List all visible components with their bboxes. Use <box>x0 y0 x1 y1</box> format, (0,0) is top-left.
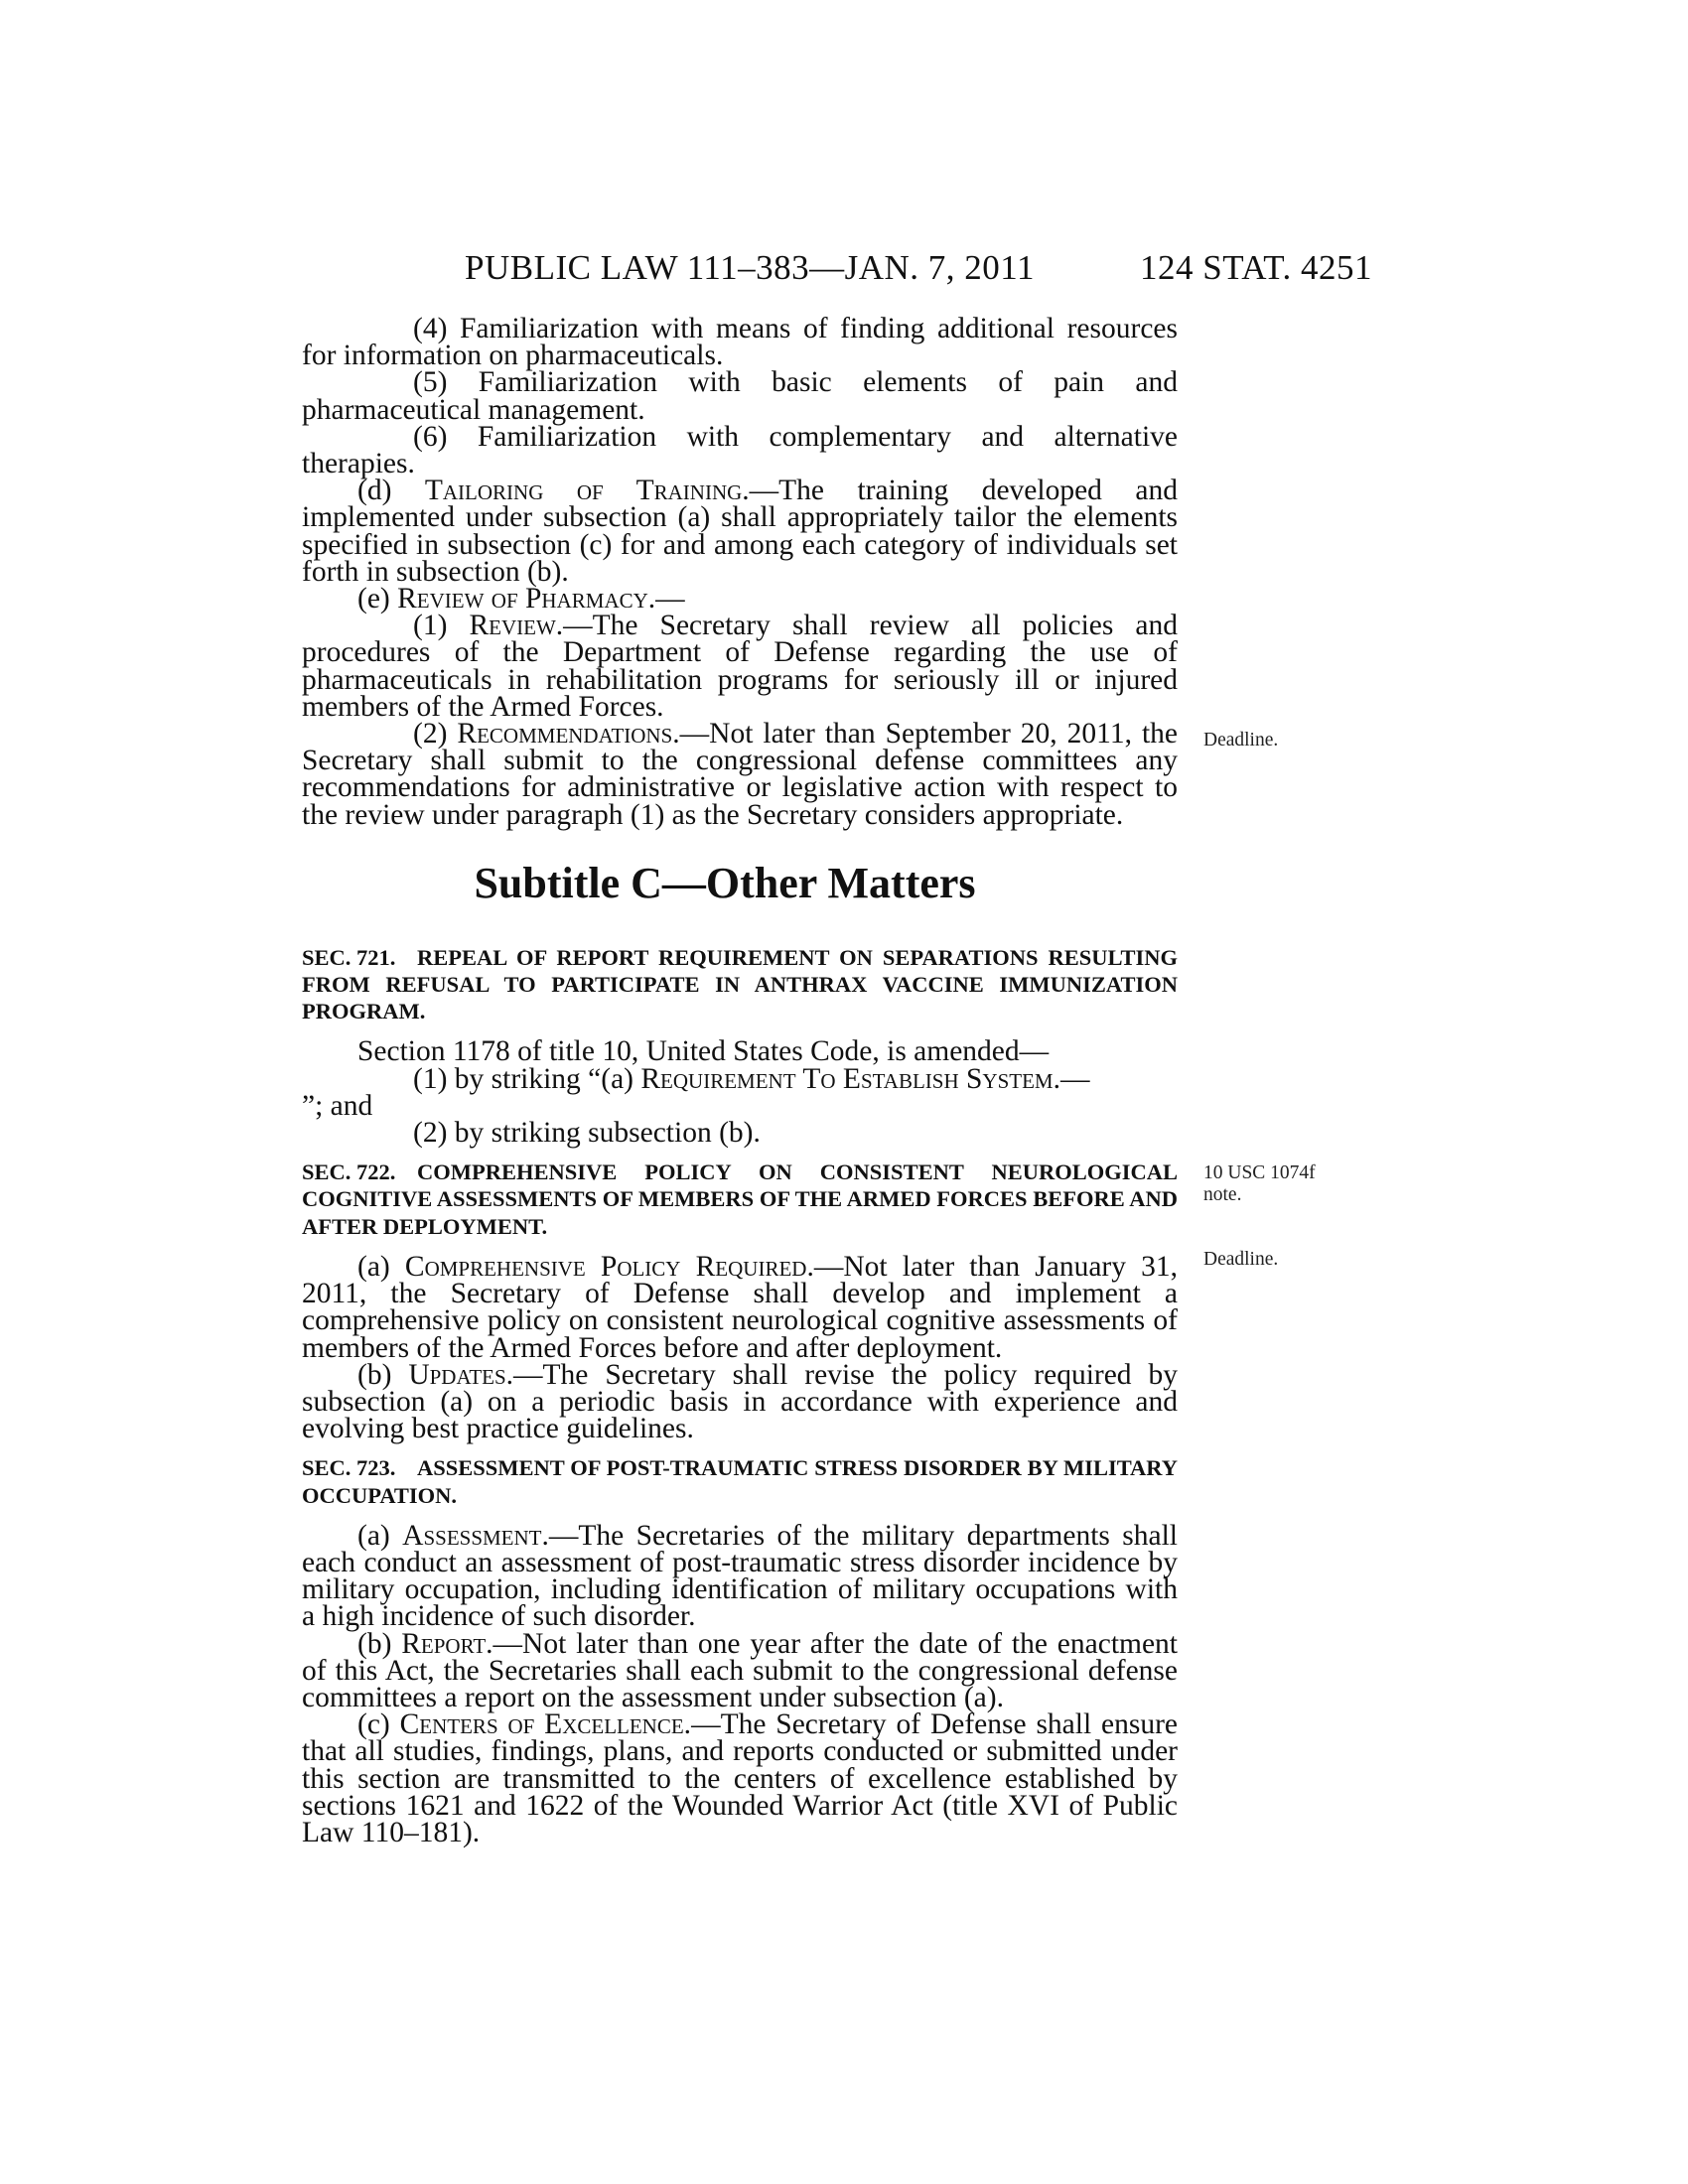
subsection-d <box>302 475 1178 588</box>
paragraph-e1 <box>302 610 1178 723</box>
paragraph-c6: (6) Familiarization with complementary and alternative therapies. <box>302 420 1178 480</box>
margin-note-deadline: Deadline. <box>1203 730 1279 751</box>
section-722-heading <box>302 1159 1178 1240</box>
section-721-intro: Section 1178 of title 10, United States Code, is amended— <box>357 1035 1050 1068</box>
section-722-b-heading: Updates. <box>408 1358 514 1391</box>
paragraph-e2-prefix: (2) <box>413 718 458 751</box>
section-722-title: COMPREHENSIVE POLICY ON CONSISTENT NEUROLOGICAL COGNITIVE ASSESSMENTS OF MEMBERS OF THE ARMED FORCES BEFORE AND AFTER DEPLOYMENT. <box>302 1160 1178 1239</box>
section-723-b-heading: Report. <box>401 1627 493 1660</box>
section-723-a-heading: Assessment. <box>402 1519 549 1552</box>
section-723-c-heading: Centers of Excellence. <box>399 1708 692 1741</box>
section-722-subsection-a <box>302 1250 1179 1364</box>
section-721-item-1 <box>302 1062 1178 1095</box>
paragraph-e1-text: —The Secretary shall review all policies and procedures of the Department of Defense regarding the use of pharmaceuticals in rehabilitation programs for seriously ill or injured members of the Armed Forces. <box>302 610 1178 723</box>
section-721-item-2: (2) by striking subsection (b). <box>413 1117 761 1150</box>
paragraph-c5: (5) Familiarization with basic elements of pain and pharmaceutical management. <box>302 366 1178 426</box>
section-723-subsection-b <box>302 1627 1178 1713</box>
section-723-c-text: —The Secretary of Defense shall ensure that all studies, findings, plans, and reports conducted or submitted under this section are transmitted to the centers of excellence established by sections 1621 and 1622 of the Wounded Warrior Act (title XVI of Public Law 110–181). <box>302 1708 1179 1848</box>
section-721-heading <box>302 944 1178 1025</box>
section-722-subsection-b <box>302 1358 1178 1445</box>
section-723-subsection-c <box>302 1708 1179 1848</box>
section-721-item-1-heading: Requirement To Establish System. <box>640 1062 1060 1095</box>
section-721-item-1-prefix: (1) by striking “(a) <box>413 1062 641 1095</box>
margin-note-usc <box>1203 1162 1316 1206</box>
document-body <box>302 313 1179 1848</box>
paragraph-e2 <box>302 718 1178 831</box>
section-721-title: REPEAL OF REPORT REQUIREMENT ON SEPARATIONS RESULTING FROM REFUSAL TO PARTICIPATE IN ANTHRAX VACCINE IMMUNIZATION PROGRAM. <box>302 944 1178 1024</box>
section-721-number: SEC. 721. <box>302 944 396 970</box>
subsection-e <box>302 583 1178 615</box>
section-721-item-1-end: ”; and <box>302 1089 373 1122</box>
section-723-a-prefix: (a) <box>357 1519 403 1552</box>
paragraph-e1-prefix: (1) <box>413 610 470 642</box>
section-722-b-prefix: (b) <box>357 1358 409 1391</box>
section-723-heading <box>302 1454 1178 1508</box>
section-722-a-prefix: (a) <box>357 1250 405 1283</box>
subsection-d-heading: Tailoring of Training. <box>424 475 750 507</box>
subsection-e-heading: Review of Pharmacy. <box>397 583 656 615</box>
section-722-a-text: —Not later than January 31, 2011, the Secretary of Defense shall develop and implement a comprehensive policy on consistent neurological cognitive assessments of members of the Armed Forces before and after deployment. <box>302 1250 1179 1364</box>
section-721-item-1-dash: — <box>1059 1062 1090 1095</box>
paragraph-e1-heading: Review. <box>469 610 564 642</box>
section-723-b-text: —Not later than one year after the date of the enactment of this Act, the Secretaries shall each submit to the congressional defense committees a report on the assessment under subsection (a). <box>302 1627 1178 1713</box>
section-723-c-prefix: (c) <box>357 1708 400 1741</box>
margin-note-usc-line2: note. <box>1203 1184 1242 1205</box>
section-722-b-text: —The Secretary shall revise the policy required by subsection (a) on a periodic basis in accordance with experience and evolving best practice guidelines. <box>302 1358 1178 1445</box>
section-723-title: ASSESSMENT OF POST-TRAUMATIC STRESS DISORDER BY MILITARY OCCUPATION. <box>302 1455 1178 1508</box>
subtitle-heading: Subtitle C—Other Matters <box>474 858 976 907</box>
paragraph-e2-heading: Recommendations. <box>457 718 680 751</box>
subsection-d-prefix: (d) <box>357 475 425 507</box>
section-723-b-prefix: (b) <box>357 1627 402 1660</box>
section-722-number: SEC. 722. <box>302 1160 396 1185</box>
subsection-e-prefix: (e) <box>357 583 398 615</box>
section-722-a-heading: Comprehensive Policy Required. <box>404 1250 814 1283</box>
running-header-title: PUBLIC LAW 111–383—JAN. 7, 2011 <box>465 248 1035 287</box>
subsection-e-dash: — <box>655 583 685 615</box>
section-723-a-text: —The Secretaries of the military departments shall each conduct an assessment of post-traumatic stress disorder incidence by military occupation, including identification of military occupations with a high incidence of such disorder. <box>302 1519 1178 1633</box>
running-header-page: 124 STAT. 4251 <box>1140 248 1372 287</box>
margin-note-deadline-2: Deadline. <box>1203 1249 1279 1270</box>
paragraph-c4: (4) Familiarization with means of finding additional resources for information on pharmaceuticals. <box>302 313 1178 372</box>
paragraph-e2-text: —Not later than September 20, 2011, the Secretary shall submit to the congressional defense committees any recommendations for administrative or legislative action with respect to the review under paragraph (1) as the Secretary considers appropriate. <box>302 718 1178 831</box>
subsection-d-text: —The training developed and implemented under subsection (a) shall appropriately tailor the elements specified in subsection (c) for and among each category of individuals set forth in subsection (b). <box>302 475 1178 588</box>
section-723-subsection-a <box>302 1519 1178 1633</box>
margin-note-usc-line1: 10 USC 1074f <box>1203 1162 1316 1183</box>
section-723-number: SEC. 723. <box>302 1455 396 1481</box>
